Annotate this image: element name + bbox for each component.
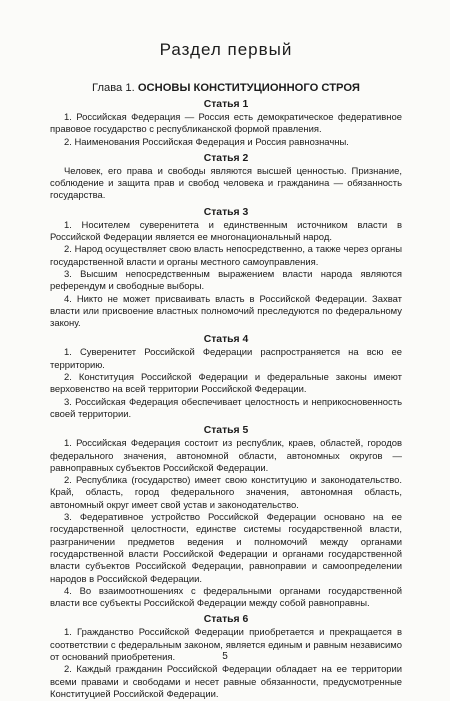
article-paragraph: 3. Федеративное устройство Российской Федерации основано на ее государственной целостности, единстве системы государственной власти, разграничении предметов ведения и полномочий между органами государственной власти Российской Федерации и органами государственной власти субъектов Российской Федерации, равноправии и самоопределении народов в Российской Федерации.	[50, 512, 402, 585]
article-title: Статья 4	[203, 334, 249, 346]
article-paragraph: 2. Каждый гражданин Российской Федерации обладает на ее территории всеми правами и свободами и несет равные обязанности, предусмотренные Конституцией Российской Федерации.	[50, 664, 402, 700]
page-number: 5	[222, 651, 228, 662]
article-paragraph: 3. Российская Федерация обеспечивает целостность и неприкосновенность своей территории.	[50, 396, 402, 420]
articles-container	[50, 99, 402, 701]
article-title: Статья 5	[203, 425, 249, 437]
article-paragraph: 1. Российская Федерация состоит из республик, краев, областей, городов федерального значения, автономной области, автономных округов — равноправных субъектов Российской Федерации.	[50, 438, 402, 474]
article-paragraph: 1. Суверенитет Российской Федерации распространяется на всю ее территорию.	[50, 347, 402, 371]
article	[50, 99, 402, 149]
article-paragraph: 2. Республика (государство) имеет свою конституцию и законодательство. Край, область, город федерального значения, автономная область, автономный округ имеет свой устав и законодательство.	[50, 475, 402, 511]
section-title: Раздел первый	[159, 40, 293, 59]
article-paragraph: 2. Народ осуществляет свою власть непосредственно, а также через органы государственной власти и органы местного самоуправления.	[50, 244, 402, 268]
article-title: Статья 2	[203, 152, 249, 164]
chapter-title	[50, 82, 402, 94]
article-paragraph: 4. Никто не может присваивать власть в Российской Федерации. Захват власти или присвоение властных полномочий преследуются по федеральному закону.	[50, 293, 402, 330]
article-paragraph: 4. Во взаимоотношениях с федеральными органами государственной власти все субъекты Российской Федерации между собой равноправны.	[50, 585, 402, 610]
article-paragraph: 1. Гражданство Российской Федерации приобретается и прекращается в соответствии с федеральным законом, является единым и равным независимо от оснований приобретения.	[50, 627, 402, 663]
article	[50, 425, 402, 610]
document-page	[50, 40, 402, 701]
article-title: Статья 3	[203, 206, 249, 218]
article-paragraph: 2. Конституция Российской Федерации и федеральные законы имеют верховенство на всей территории Российской Федерации.	[50, 372, 402, 396]
article	[50, 207, 402, 331]
article-paragraph: 3. Высшим непосредственным выражением власти народа являются референдум и свободные выборы.	[50, 268, 402, 293]
article-paragraph: 2. Наименования Российская Федерация и Россия равнозначны.	[64, 136, 349, 148]
article	[50, 334, 402, 421]
article-paragraph: 1. Носителем суверенитета и единственным источником власти в Российской Федерации является ее многонациональный народ.	[50, 219, 402, 244]
chapter-prefix: Глава 1.	[92, 82, 135, 94]
article-title: Статья 6	[203, 614, 249, 626]
article-paragraph: Человек, его права и свободы являются высшей ценностью. Признание, соблюдение и защита прав и свобод человека и гражданина — обязанность государства.	[50, 165, 402, 202]
chapter-name: ОСНОВЫ КОНСТИТУЦИОННОГО СТРОЯ	[137, 82, 360, 94]
article	[50, 153, 402, 203]
article-paragraph: 1. Российская Федерация — Россия есть демократическое федеративное правовое государство с республиканской формой правления.	[50, 112, 402, 136]
article-title: Статья 1	[203, 99, 249, 110]
